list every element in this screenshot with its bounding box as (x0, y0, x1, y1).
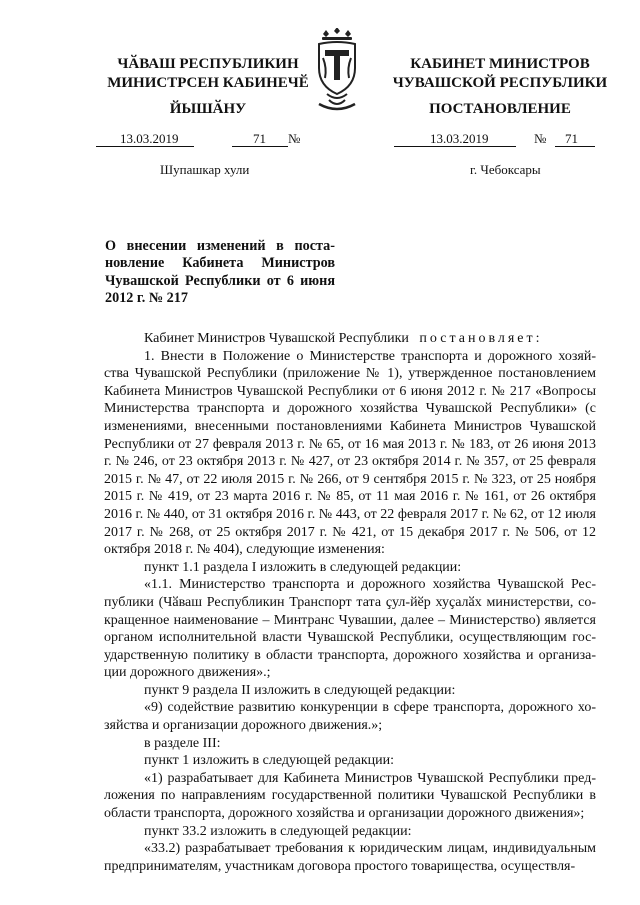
title-line: О внесении изменений в поста- (105, 238, 335, 254)
paragraph: пункт 1 изложить в следующей редакции: (144, 753, 394, 769)
paragraph: «33.2) разрабатывает требования к юридическим лицам, индивидуальным предпринимателям, участникам договора простого товарищества, осуществля- (104, 841, 596, 874)
russian-doc-type: ПОСТАНОВЛЕНИЕ (429, 101, 571, 117)
russian-header-line1: КАБИНЕТ МИНИСТРОВ (410, 56, 590, 72)
title-line: 2012 г. № 217 (105, 289, 188, 306)
chuvash-doc-type: ЙЫШӐНУ (169, 101, 247, 117)
paragraph: «9) содействие развитию конкуренции в сфере транспорта, дорожного хо-зяйства и организации дорожного движения.»; (104, 700, 596, 734)
chuvash-city: Шупашкар хули (160, 162, 250, 177)
paragraph: пункт 33.2 изложить в следующей редакции: (144, 823, 412, 839)
document-body (104, 330, 596, 875)
preamble (104, 330, 596, 348)
chuvash-date: 13.03.2019 (120, 131, 179, 146)
paragraph: «1.1. Министерство транспорта и дорожного хозяйства Чувашской Рес-публики (Чӑваш Республикин Транспорт тата ҫул-йӗр хуҫалӑх министерстви, со-кращенное наименование – Минтранс Чувашии, далее – Министерство) является органом исполнительной власти Чувашской Республики, осуществляющим гос-ударственную политику в области транспорта, дорожного хозяйства и организа-ции дорожного движения».; (104, 577, 596, 681)
chuvash-no-sign: № (288, 131, 301, 146)
preamble-text: Кабинет Министров Чувашской Республики (144, 331, 409, 346)
document-title (105, 238, 335, 307)
russian-header-line2: ЧУВАШСКОЙ РЕСПУБЛИКИ (392, 75, 608, 91)
title-line: новление Кабинета Министров (105, 255, 335, 272)
paragraph: пункт 1.1 раздела I изложить в следующей редакции: (144, 559, 462, 575)
preamble-decree: постановляет: (419, 331, 543, 346)
chuvash-header-line2: МИНИСТРСЕН КАБИНЕЧӖ (107, 75, 309, 91)
paragraph: в разделе III: (144, 735, 221, 751)
chuvash-header-line1: ЧӐВАШ РЕСПУБЛИКИН (117, 56, 299, 72)
chuvash-number: 71 (253, 131, 266, 146)
title-line: Чувашской Республики от 6 июня (105, 272, 335, 289)
russian-number: 71 (565, 131, 578, 146)
russian-no-sign: № (534, 131, 547, 146)
paragraph: 1. Внести в Положение о Министерстве транспорта и дорожного хозяй-ства Чувашской Республики (приложение № 1), утвержденное постановлением Кабинета Министров Чувашской Республики от 6 июня 2012 г. № 217 «Вопросы Министерства транспорта и дорожного хозяйства Чувашской Республики» (с изменениями, внесенными постановлениями Кабинета Министров Чувашской Республики от 27 февраля 2013 г. № 65, от 16 мая 2013 г. № 183, от 26 июня 2013 г. № 246, от 23 октября 2013 г. № 427, от 23 октября 2014 г. № 357, от 25 февраля 2015 г. № 47, от 22 июля 2015 г. № 266, от 9 сентября 2015 г. № 323, от 25 ноября 2015 г. № 419, от 23 марта 2016 г. № 85, от 11 мая 2016 г. № 161, от 26 октября 2016 г. № 440, от 31 октября 2016 г. № 443, от 22 февраля 2017 г. № 62, от 12 июля 2017 г. № 268, от 25 октября 2017 г. № 421, от 15 декабря 2017 г. № 506, от 12 октября 2018 г. № 404), следующие изменения: (104, 348, 596, 558)
paragraph: «1) разрабатывает для Кабинета Министров Чувашской Республики пред-ложения по направлениям государственной политики Чувашской Республики в области транспорта, дорожного хозяйства и организации дорожного движения»; (104, 770, 596, 822)
chuvashia-emblem (313, 28, 361, 116)
russian-city: г. Чебоксары (470, 162, 541, 177)
paragraph: пункт 9 раздела II изложить в следующей редакции: (144, 682, 456, 698)
russian-date: 13.03.2019 (430, 131, 489, 146)
